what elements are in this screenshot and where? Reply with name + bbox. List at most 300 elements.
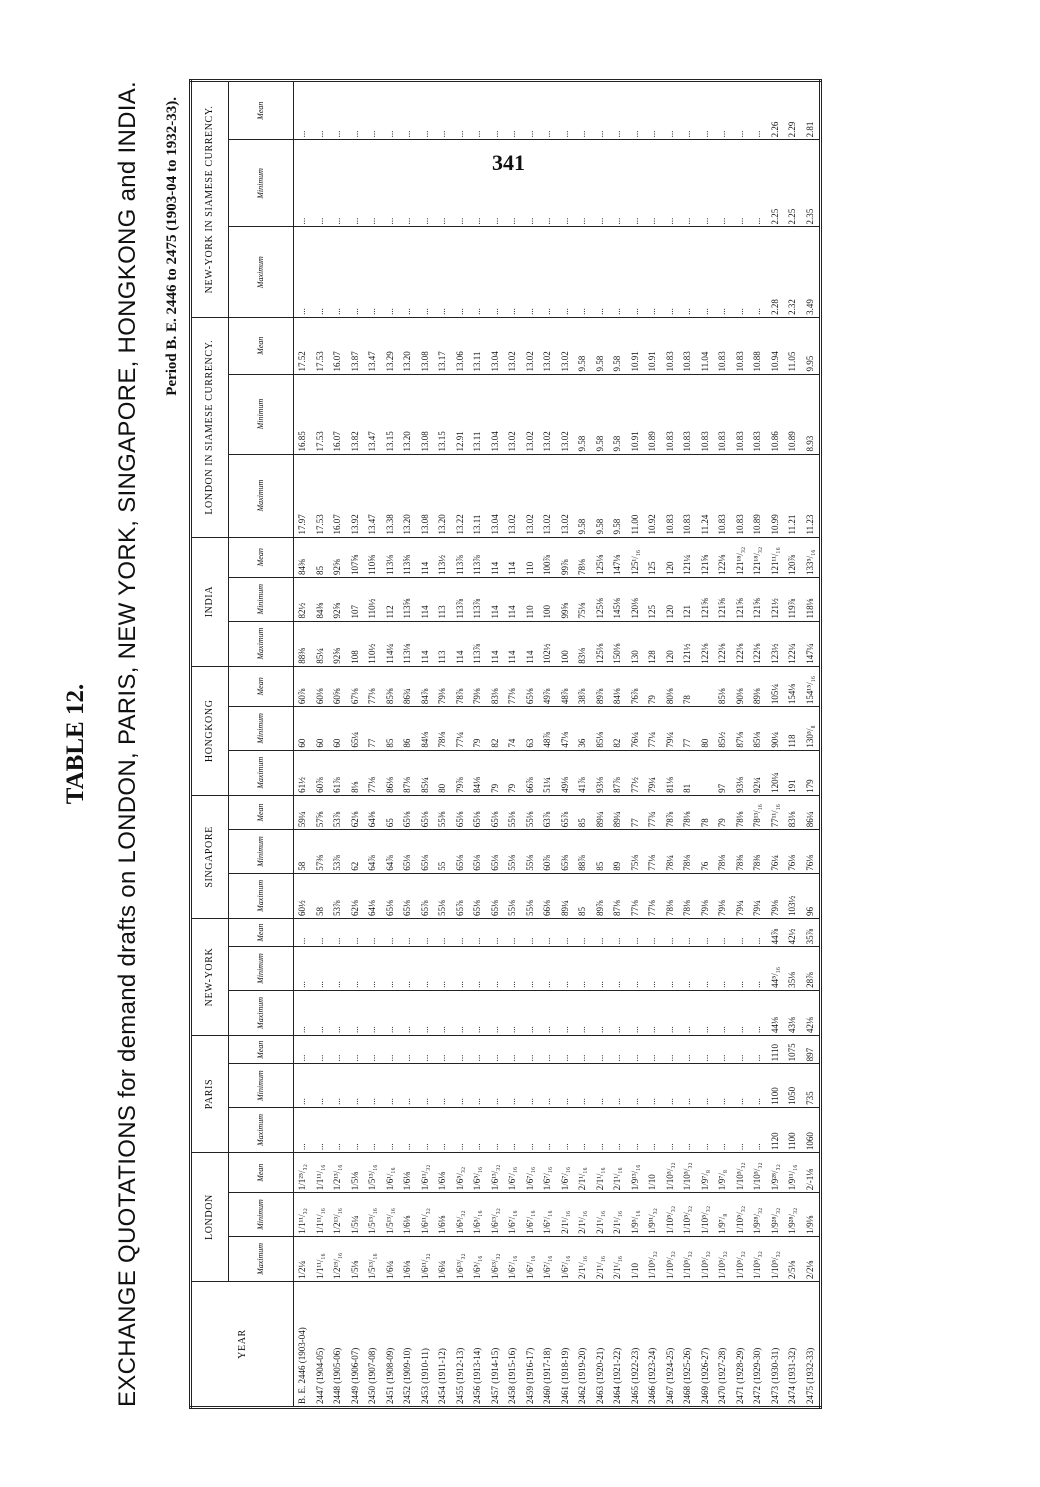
- value-cell: 10.83: [714, 374, 732, 454]
- group-new-york-siamese: NEW-YORK IN SIAMESE CURRENCY.: [191, 81, 229, 318]
- year-cell: 2474 (1931-32): [784, 1282, 802, 1408]
- value-cell: 78⅛: [679, 795, 697, 829]
- value-cell: 121⅝: [697, 577, 715, 621]
- value-cell: 2/1¹/₁₆: [574, 1193, 592, 1237]
- value-cell: ...: [347, 227, 365, 317]
- value-cell: 65⅜: [557, 830, 575, 874]
- value-cell: 9.58: [609, 454, 627, 537]
- value-cell: 13.02: [539, 317, 557, 374]
- value-cell: 82: [609, 707, 627, 751]
- value-cell: 1/10⁵/₃₂: [767, 1236, 785, 1281]
- value-cell: ...: [399, 918, 417, 946]
- value-cell: 89⅞: [592, 873, 610, 918]
- value-cell: 110½: [364, 577, 382, 621]
- value-cell: ...: [732, 1036, 750, 1064]
- year-cell: 2463 (1920-21): [592, 1282, 610, 1408]
- value-cell: ...: [627, 990, 645, 1035]
- value-cell: 99⅝: [557, 577, 575, 621]
- value-cell: ...: [487, 140, 505, 227]
- value-cell: ...: [627, 1064, 645, 1108]
- value-cell: 1/10⁵/₃₂: [679, 1193, 697, 1237]
- value-cell: 79: [714, 795, 732, 829]
- value-cell: 11.05: [784, 317, 802, 374]
- value-cell: ...: [609, 227, 627, 317]
- value-cell: ...: [399, 947, 417, 991]
- value-cell: ...: [539, 918, 557, 946]
- value-cell: 13.17: [434, 317, 452, 374]
- value-cell: ...: [644, 227, 662, 317]
- value-cell: ...: [714, 1107, 732, 1152]
- value-cell: ...: [329, 1036, 347, 1064]
- value-cell: 1/6¹³/₃₂: [452, 1236, 470, 1281]
- value-cell: ...: [452, 227, 470, 317]
- value-cell: ...: [347, 1064, 365, 1108]
- value-cell: ...: [522, 1064, 540, 1108]
- value-cell: ...: [469, 140, 487, 227]
- value-cell: 147⅛: [609, 537, 627, 577]
- value-cell: 65: [382, 795, 400, 829]
- value-cell: 79¼: [732, 873, 750, 918]
- value-cell: ...: [714, 990, 732, 1035]
- exchange-table: [189, 79, 822, 1409]
- year-cell: 2468 (1925-26): [679, 1282, 697, 1408]
- value-cell: 58: [312, 873, 330, 918]
- value-cell: 78⅜: [732, 830, 750, 874]
- value-cell: ...: [679, 1064, 697, 1108]
- value-cell: ...: [364, 81, 382, 140]
- value-cell: ...: [294, 990, 312, 1035]
- value-cell: ...: [662, 1036, 680, 1064]
- value-cell: 35⅛: [784, 947, 802, 991]
- value-cell: ...: [662, 81, 680, 140]
- value-cell: 64⅞: [364, 830, 382, 874]
- value-cell: ...: [714, 81, 732, 140]
- value-cell: ...: [434, 140, 452, 227]
- value-cell: 13.92: [347, 454, 365, 537]
- value-cell: ...: [644, 990, 662, 1035]
- value-cell: ...: [294, 947, 312, 991]
- subheader-maximum: Maximum: [229, 1107, 294, 1152]
- value-cell: ...: [539, 81, 557, 140]
- value-cell: ...: [312, 81, 330, 140]
- year-cell: 2457 (1914-15): [487, 1282, 505, 1408]
- value-cell: ...: [294, 1107, 312, 1152]
- value-cell: 2.25: [784, 140, 802, 227]
- value-cell: 10.89: [784, 374, 802, 454]
- value-cell: 113⅛: [399, 621, 417, 666]
- value-cell: ...: [732, 990, 750, 1035]
- value-cell: 1/6¼: [434, 1236, 452, 1281]
- subheader-minimum: Minimum: [229, 1193, 294, 1237]
- value-cell: ...: [312, 990, 330, 1035]
- value-cell: 75⅛: [627, 830, 645, 874]
- value-cell: 89⅞: [592, 666, 610, 706]
- value-cell: 122⅛: [714, 537, 732, 577]
- value-cell: 1/1²⁵/₃₂: [294, 1153, 312, 1193]
- value-cell: ...: [662, 1107, 680, 1152]
- value-cell: 77⅛: [644, 830, 662, 874]
- value-cell: 76⅛: [802, 830, 821, 874]
- value-cell: 80: [434, 750, 452, 795]
- value-cell: ...: [557, 1036, 575, 1064]
- value-cell: 92⅝: [329, 537, 347, 577]
- value-cell: 1/5¹³/₁₆: [382, 1193, 400, 1237]
- value-cell: ...: [347, 947, 365, 991]
- value-cell: 77⅛: [504, 666, 522, 706]
- value-cell: 13.20: [399, 374, 417, 454]
- value-cell: 121½: [679, 621, 697, 666]
- value-cell: 105¼: [767, 666, 785, 706]
- value-cell: 118: [784, 707, 802, 751]
- year-cell: 2471 (1928-29): [732, 1282, 750, 1408]
- value-cell: 65⅛: [452, 830, 470, 874]
- value-cell: 13.22: [452, 454, 470, 537]
- value-cell: 2.32: [784, 227, 802, 317]
- value-cell: ...: [364, 947, 382, 991]
- value-cell: ...: [294, 81, 312, 140]
- value-cell: 74: [504, 707, 522, 751]
- value-cell: 1/10⁵/₃₂: [697, 1236, 715, 1281]
- value-cell: ...: [469, 227, 487, 317]
- value-cell: ...: [347, 1107, 365, 1152]
- value-cell: ...: [382, 1064, 400, 1108]
- value-cell: 86¾: [399, 666, 417, 706]
- value-cell: 16.07: [329, 374, 347, 454]
- value-cell: ...: [504, 1107, 522, 1152]
- value-cell: 102½: [539, 621, 557, 666]
- value-cell: 13.11: [469, 317, 487, 374]
- value-cell: ...: [312, 140, 330, 227]
- table-row: [627, 81, 645, 1408]
- value-cell: 1/6⅛: [434, 1153, 452, 1193]
- value-cell: 1/6⁷/₁₆: [522, 1236, 540, 1281]
- value-cell: 89¼: [592, 795, 610, 829]
- value-cell: ...: [312, 1036, 330, 1064]
- year-cell: 2451 (1908-09): [382, 1282, 400, 1408]
- value-cell: ...: [417, 1064, 435, 1108]
- value-cell: ...: [469, 1107, 487, 1152]
- value-cell: 13.02: [522, 374, 540, 454]
- value-cell: ...: [417, 1036, 435, 1064]
- value-cell: 88⅜: [294, 621, 312, 666]
- value-cell: 154⅛: [784, 666, 802, 706]
- value-cell: 1/2¹⁹/₁₆: [329, 1236, 347, 1281]
- value-cell: 79⅛: [434, 666, 452, 706]
- subheader-mean: Mean: [229, 1153, 294, 1193]
- value-cell: 147¼: [802, 621, 821, 666]
- value-cell: ...: [732, 947, 750, 991]
- value-cell: 78⅛: [679, 830, 697, 874]
- value-cell: 55: [434, 830, 452, 874]
- value-cell: 120: [662, 621, 680, 666]
- value-cell: ...: [399, 1107, 417, 1152]
- value-cell: 10.91: [644, 317, 662, 374]
- value-cell: 1/6¼: [382, 1236, 400, 1281]
- value-cell: 1/6¹³/₃₂: [487, 1153, 505, 1193]
- value-cell: 1/6⁷/₁₆: [504, 1153, 522, 1193]
- value-cell: 10.83: [697, 374, 715, 454]
- value-cell: 65⅛: [469, 830, 487, 874]
- value-cell: ...: [312, 918, 330, 946]
- subheader-minimum: Minimum: [229, 140, 294, 227]
- value-cell: 12.91: [452, 374, 470, 454]
- table-row: [522, 81, 540, 1408]
- value-cell: ...: [487, 1036, 505, 1064]
- value-cell: 122¼: [784, 621, 802, 666]
- value-cell: 120⅞: [784, 537, 802, 577]
- value-cell: 1/5¹³/₁₆: [364, 1193, 382, 1237]
- year-cell: 2450 (1907-08): [364, 1282, 382, 1408]
- value-cell: ...: [504, 227, 522, 317]
- value-cell: 64⅛: [364, 873, 382, 918]
- value-cell: ...: [592, 947, 610, 991]
- value-cell: 13.38: [382, 454, 400, 537]
- value-cell: 113⅞: [452, 577, 470, 621]
- value-cell: 78⅛: [732, 795, 750, 829]
- value-cell: 64⅞: [382, 830, 400, 874]
- value-cell: ...: [592, 1064, 610, 1108]
- subheader-maximum: Maximum: [229, 621, 294, 666]
- value-cell: 78: [679, 666, 697, 706]
- value-cell: 51¼: [539, 750, 557, 795]
- year-cell: 2455 (1912-13): [452, 1282, 470, 1408]
- value-cell: 13.20: [399, 317, 417, 374]
- value-cell: 83⅛: [784, 795, 802, 829]
- value-cell: ...: [679, 918, 697, 946]
- value-cell: 85¼: [312, 621, 330, 666]
- value-cell: 10.89: [644, 374, 662, 454]
- value-cell: 114¼: [382, 621, 400, 666]
- value-cell: 65⅛: [417, 830, 435, 874]
- value-cell: ...: [522, 140, 540, 227]
- value-cell: 60: [329, 707, 347, 751]
- value-cell: 110⅝: [364, 537, 382, 577]
- year-cell: 2467 (1924-25): [662, 1282, 680, 1408]
- value-cell: 1120: [767, 1107, 785, 1152]
- value-cell: ...: [627, 918, 645, 946]
- value-cell: ...: [434, 81, 452, 140]
- year-cell: 2456 (1913-14): [469, 1282, 487, 1408]
- value-cell: 2/1¹/₁₆: [574, 1236, 592, 1281]
- value-cell: 2.81: [802, 81, 821, 140]
- value-cell: 78⅞: [662, 795, 680, 829]
- year-cell: 2470 (1927-28): [714, 1282, 732, 1408]
- value-cell: 2/1¹/₁₆: [609, 1236, 627, 1281]
- value-cell: 13.04: [487, 374, 505, 454]
- value-cell: 121: [679, 577, 697, 621]
- value-cell: 10.83: [662, 454, 680, 537]
- year-cell: 2469 (1926-27): [697, 1282, 715, 1408]
- value-cell: 79⅞: [452, 750, 470, 795]
- table-row: [294, 81, 312, 1408]
- value-cell: 41⅞: [574, 750, 592, 795]
- value-cell: 61⅞: [329, 750, 347, 795]
- value-cell: 86: [399, 707, 417, 751]
- subheader-mean: Mean: [229, 795, 294, 829]
- value-cell: 1/6⁷/₁₆: [539, 1193, 557, 1237]
- value-cell: 13.02: [557, 374, 575, 454]
- value-cell: ...: [609, 1064, 627, 1108]
- value-cell: 60⅛: [312, 666, 330, 706]
- value-cell: 1/5¹³/₁₆: [364, 1153, 382, 1193]
- value-cell: 10.83: [679, 317, 697, 374]
- value-cell: 11.23: [802, 454, 821, 537]
- value-cell: ...: [312, 1107, 330, 1152]
- value-cell: ...: [714, 947, 732, 991]
- value-cell: 65⅛: [487, 795, 505, 829]
- table-body: [294, 81, 821, 1408]
- value-cell: 13.29: [382, 317, 400, 374]
- value-cell: ...: [557, 1064, 575, 1108]
- value-cell: 44⅞: [767, 918, 785, 946]
- value-cell: 1/1¹¹/₁₆: [312, 1153, 330, 1193]
- value-cell: 2/1¹/₁₆: [557, 1193, 575, 1237]
- value-cell: 75⅛: [574, 577, 592, 621]
- value-cell: ...: [609, 140, 627, 227]
- value-cell: ...: [697, 1036, 715, 1064]
- value-cell: 49⅞: [539, 666, 557, 706]
- value-cell: 79: [487, 750, 505, 795]
- value-cell: ...: [434, 918, 452, 946]
- value-cell: 79⅛: [714, 873, 732, 918]
- value-cell: ...: [609, 990, 627, 1035]
- value-cell: ...: [697, 990, 715, 1035]
- value-cell: ...: [452, 918, 470, 946]
- period-line: Period B. E. 2446 to 2475 (1903-04 to 1932-33).: [164, 97, 180, 396]
- value-cell: ...: [539, 227, 557, 317]
- value-cell: 13.15: [382, 374, 400, 454]
- value-cell: 120: [662, 577, 680, 621]
- value-cell: ...: [679, 81, 697, 140]
- year-cell: 2465 (1922-23): [627, 1282, 645, 1408]
- value-cell: 84⅛: [609, 666, 627, 706]
- value-cell: 1/10⁵/₃₂: [697, 1193, 715, 1237]
- value-cell: ...: [714, 918, 732, 946]
- value-cell: ...: [627, 947, 645, 991]
- value-cell: ...: [679, 990, 697, 1035]
- value-cell: 84⅜: [312, 577, 330, 621]
- value-cell: 1/6⅛: [399, 1153, 417, 1193]
- value-cell: 78⅛: [714, 830, 732, 874]
- value-cell: ...: [679, 947, 697, 991]
- value-cell: 121⅝: [697, 537, 715, 577]
- value-cell: ...: [382, 81, 400, 140]
- value-cell: 13.02: [557, 454, 575, 537]
- value-cell: 81: [679, 750, 697, 795]
- value-cell: 1/9⁷/₈: [714, 1193, 732, 1237]
- value-cell: 78¹³/₁₆: [749, 795, 767, 829]
- value-cell: 65⅛: [399, 873, 417, 918]
- value-cell: 120¼: [767, 750, 785, 795]
- value-cell: 13.02: [504, 454, 522, 537]
- value-cell: 77¹¹/₁₆: [767, 795, 785, 829]
- value-cell: 65⅛: [399, 830, 417, 874]
- value-cell: 13.06: [452, 317, 470, 374]
- value-cell: 1/9⅛: [802, 1193, 821, 1237]
- value-cell: ...: [434, 990, 452, 1035]
- value-cell: ...: [312, 1064, 330, 1108]
- value-cell: 154¹⁵/₁₆: [802, 666, 821, 706]
- value-cell: ...: [417, 1107, 435, 1152]
- value-cell: 78¼: [662, 830, 680, 874]
- value-cell: 1/6¹¹/₃₂: [417, 1153, 435, 1193]
- value-cell: ...: [749, 990, 767, 1035]
- value-cell: 114: [504, 537, 522, 577]
- value-cell: 62⅛: [347, 873, 365, 918]
- value-cell: ...: [697, 81, 715, 140]
- value-cell: 78⅛: [574, 537, 592, 577]
- value-cell: 85: [592, 830, 610, 874]
- value-cell: ...: [417, 947, 435, 991]
- value-cell: 13.15: [434, 374, 452, 454]
- value-cell: 1/10⁵/₃₂: [732, 1236, 750, 1281]
- value-cell: ...: [732, 227, 750, 317]
- value-cell: 76¼: [627, 707, 645, 751]
- value-cell: 113: [434, 577, 452, 621]
- value-cell: 17.97: [294, 454, 312, 537]
- value-cell: ...: [329, 140, 347, 227]
- subheader-maximum: Maximum: [229, 750, 294, 795]
- value-cell: 67⅛: [347, 666, 365, 706]
- value-cell: 92⅝: [329, 621, 347, 666]
- value-cell: 92⅝: [329, 577, 347, 621]
- value-cell: 55⅜: [434, 795, 452, 829]
- value-cell: 1/2¹³/₁₆: [329, 1153, 347, 1193]
- rotated-table-page: [20, 9, 1020, 1479]
- table-row: [487, 81, 505, 1408]
- value-cell: 77: [364, 707, 382, 751]
- value-cell: ...: [452, 1064, 470, 1108]
- value-cell: 83⅛: [487, 666, 505, 706]
- value-cell: 53⅞: [329, 830, 347, 874]
- value-cell: ...: [749, 1064, 767, 1108]
- value-cell: ...: [714, 1064, 732, 1108]
- table-row: [364, 81, 382, 1408]
- value-cell: 9.95: [802, 317, 821, 374]
- value-cell: ...: [522, 947, 540, 991]
- value-cell: 77⅛: [644, 873, 662, 918]
- group-india: INDIA: [191, 537, 229, 666]
- value-cell: 36: [574, 707, 592, 751]
- value-cell: ...: [539, 1107, 557, 1152]
- value-cell: 1/6⅛: [399, 1236, 417, 1281]
- value-cell: ...: [557, 947, 575, 991]
- value-cell: 78⅜: [749, 830, 767, 874]
- value-cell: 77⅛: [627, 873, 645, 918]
- value-cell: 47⅛: [557, 707, 575, 751]
- value-cell: ...: [539, 140, 557, 227]
- value-cell: 58: [294, 830, 312, 874]
- value-cell: 110: [522, 537, 540, 577]
- value-cell: 66⅛: [539, 873, 557, 918]
- value-cell: 65⅛: [469, 795, 487, 829]
- table-row: [382, 81, 400, 1408]
- value-cell: 125¹/₁₆: [627, 537, 645, 577]
- value-cell: 114: [487, 621, 505, 666]
- value-cell: 92¼: [749, 750, 767, 795]
- value-cell: 13.47: [364, 454, 382, 537]
- value-cell: ...: [294, 1064, 312, 1108]
- value-cell: ...: [557, 140, 575, 227]
- value-cell: 80⅛: [662, 666, 680, 706]
- value-cell: 123½: [767, 621, 785, 666]
- value-cell: 13.20: [434, 454, 452, 537]
- value-cell: 77½: [627, 750, 645, 795]
- value-cell: 60½: [294, 873, 312, 918]
- value-cell: 85: [574, 873, 592, 918]
- value-cell: 10.91: [627, 374, 645, 454]
- value-cell: 1/6⁷/₁₆: [504, 1236, 522, 1281]
